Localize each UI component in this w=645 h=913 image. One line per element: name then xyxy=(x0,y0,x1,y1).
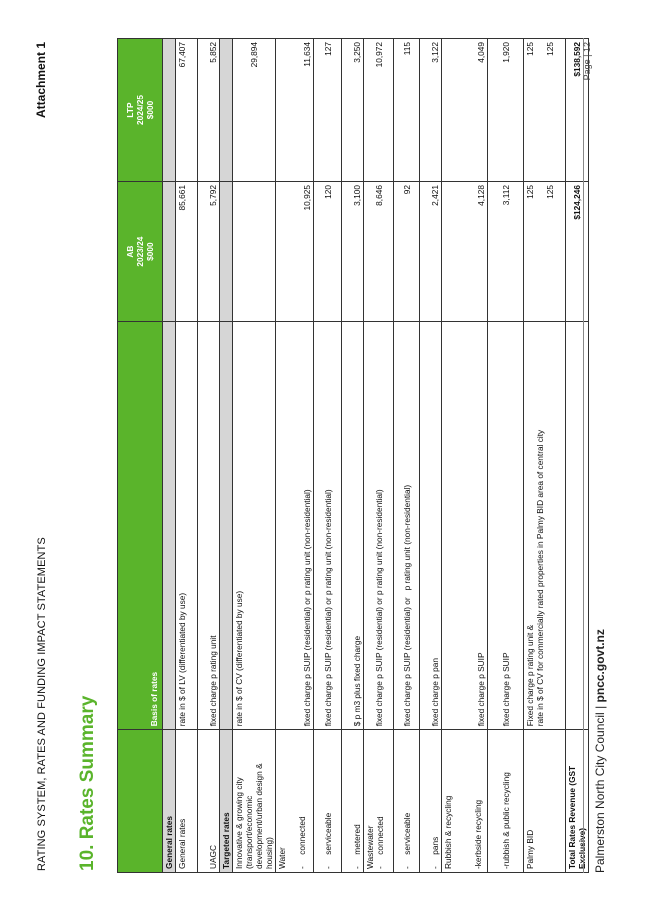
table-row: -rubbish & public recycling fixed charge p SUIP 3,112 1,920 xyxy=(488,39,524,873)
table-row: Water - connected fixed charge p SUIP (residential) or p rating unit (non-residential) 10,925 11,634 xyxy=(276,39,314,873)
table-header-row xyxy=(118,39,163,873)
document-header: RATING SYSTEM, RATES AND FUNDING IMPACT STATEMENTS xyxy=(36,537,48,871)
section-row-general: General rates xyxy=(163,39,176,873)
page-number: Page | 12 xyxy=(582,42,592,81)
council-name: Palmerston North City Council xyxy=(593,712,607,873)
table-row: - metered $ p m3 plus fixed charge 3,100 3,250 xyxy=(342,39,364,873)
table-row: UAGC fixed charge p rating unit 5,792 5,852 xyxy=(198,39,220,873)
section-title: 10. Rates Summary xyxy=(77,695,98,871)
table-row: Wastewater - connected fixed charge p SUIP (residential) or p rating unit (non-residential) 8,646 10,972 xyxy=(364,39,394,873)
section-row-targeted: Targeted rates xyxy=(220,39,233,873)
footer-separator: | xyxy=(593,702,607,713)
table-row: General rates rate in $ of LV (differentiated by use) 85,661 67,407 xyxy=(176,39,198,873)
footer-divider xyxy=(583,38,584,873)
header-basis: Basis of rates xyxy=(118,322,163,730)
header-ab: AB 2023/24 $000 xyxy=(118,182,163,322)
table-row: - pans fixed charge p pan 2,421 3,122 xyxy=(420,39,442,873)
rates-summary-table xyxy=(117,38,589,873)
table-row: - serviceable fixed charge p SUIP (residential) or p rating unit (non-residential) 92 115 xyxy=(394,39,420,873)
header-ltp: LTP 2024/25 $000 xyxy=(118,39,163,182)
footer-org xyxy=(593,629,607,873)
website-link[interactable]: pncc.govt.nz xyxy=(593,629,607,703)
header-blank-cell xyxy=(118,730,163,873)
table-row: Palmy BID Fixed charge p rating unit & rate in $ of CV for commercially rated properties in Palmy BID area of central city 125 125 125 125 xyxy=(524,39,566,873)
table-row: Rubbish & recycling -kerbside recycling fixed charge p SUIP 4,128 4,049 xyxy=(442,39,488,873)
table-row: - serviceable fixed charge p SUIP (residential) or p rating unit (non-residential) 120 127 xyxy=(314,39,342,873)
total-row: Total Rates Revenue (GST Exclusive) $124,246 $138,592 xyxy=(566,39,589,873)
attachment-label: Attachment 1 xyxy=(34,42,48,119)
table-row: Innovative & growing city (transport/economic development/urban design & housing) rate in $ of CV (differentiated by use) 29,894 xyxy=(233,39,276,873)
